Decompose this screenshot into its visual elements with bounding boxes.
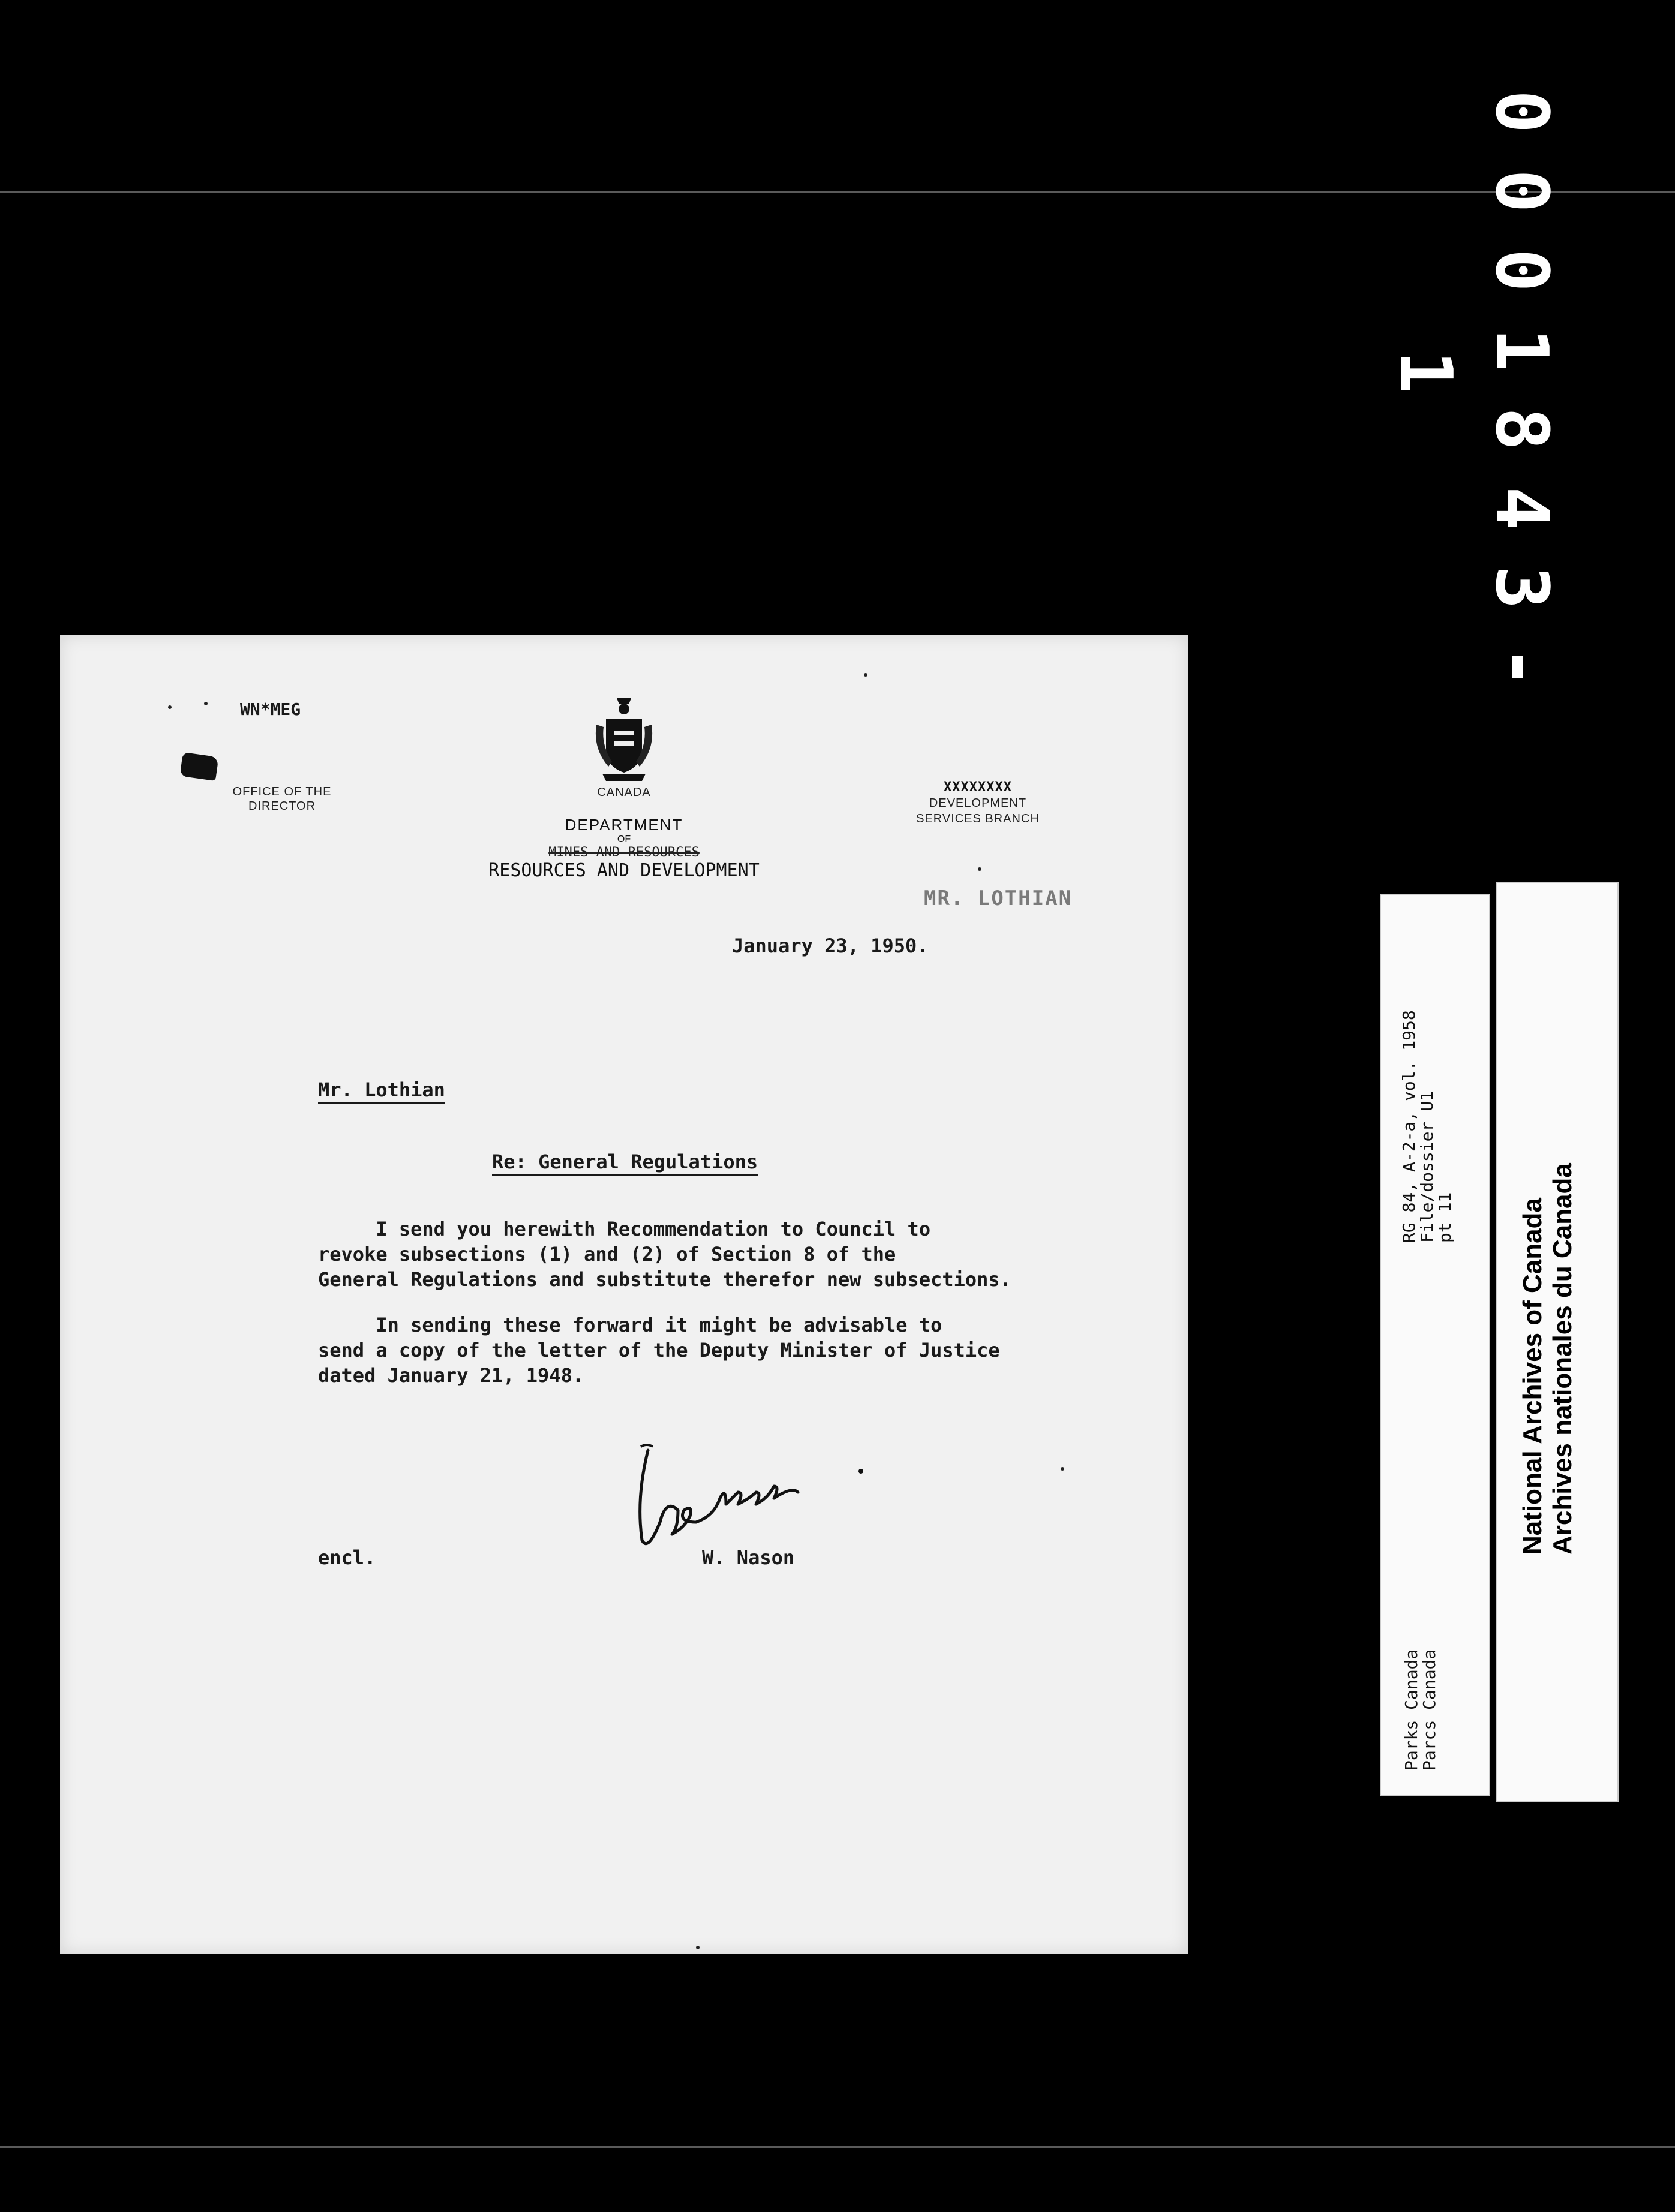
- speck: [864, 673, 867, 677]
- department-block: [480, 816, 768, 881]
- branch-line-2: DEVELOPMENT: [929, 797, 1027, 810]
- branch-line-3: SERVICES BRANCH: [916, 812, 1040, 825]
- branch-struck-text: XXXXXXXX: [944, 780, 1012, 795]
- department-old-name: MINES AND RESOURCES: [548, 845, 700, 860]
- office-line-2: DIRECTOR: [248, 800, 316, 813]
- office-of-director: [216, 785, 348, 813]
- enclosure-note: encl.: [318, 1546, 376, 1569]
- speck: [1061, 1467, 1064, 1471]
- department-of: OF: [617, 834, 631, 844]
- body-paragraph-2: In sending these forward it might be advisable to send a copy of the letter of the Deputy Minister of Justice dated January 21, 1948.: [318, 1314, 1000, 1387]
- film-edge-bottom: [0, 2146, 1675, 2148]
- handwritten-signature: [624, 1432, 864, 1564]
- reference-initials: WN*MEG: [240, 699, 301, 719]
- department-line: DEPARTMENT: [565, 816, 683, 834]
- signer-name: W. Nason: [702, 1546, 795, 1569]
- recipient-stamp: MR. LOTHIAN: [924, 886, 1073, 910]
- body-paragraph-1: I send you herewith Recommendation to Council to revoke subsections (1) and (2) of Section 8 of the General Regulations and substitute therefor new subsections.: [318, 1218, 1011, 1291]
- national-archives-label: [1496, 882, 1619, 1802]
- archive-reference-label: [1380, 894, 1490, 1796]
- ink-blot: [180, 752, 219, 781]
- archive-reference: RG 84, A-2-a, vol. 1958 File/dossier U1 pt 11: [1399, 1010, 1455, 1243]
- subject-line: Re: General Regulations: [492, 1150, 758, 1173]
- coat-of-arms-icon: [588, 695, 660, 785]
- crest-label: CANADA: [597, 786, 651, 799]
- speck: [696, 1946, 700, 1949]
- frame-counter: 0001843-1: [1383, 90, 1563, 725]
- letter-date: January 23, 1950.: [732, 934, 929, 957]
- parks-canada-label: Parks Canada Parcs Canada: [1401, 1649, 1439, 1771]
- national-archives-text: National Archives of Canada Archives nationales du Canada: [1518, 1163, 1577, 1555]
- speck: [204, 702, 208, 705]
- speck: [168, 705, 172, 709]
- film-edge-top: [0, 191, 1675, 193]
- department-new-name: RESOURCES AND DEVELOPMENT: [488, 860, 760, 881]
- speck: [978, 867, 981, 871]
- recipient: Mr. Lothian: [318, 1078, 445, 1101]
- branch-block: [888, 780, 1068, 827]
- letter-page: [60, 635, 1188, 1954]
- office-line-1: OFFICE OF THE: [232, 785, 332, 798]
